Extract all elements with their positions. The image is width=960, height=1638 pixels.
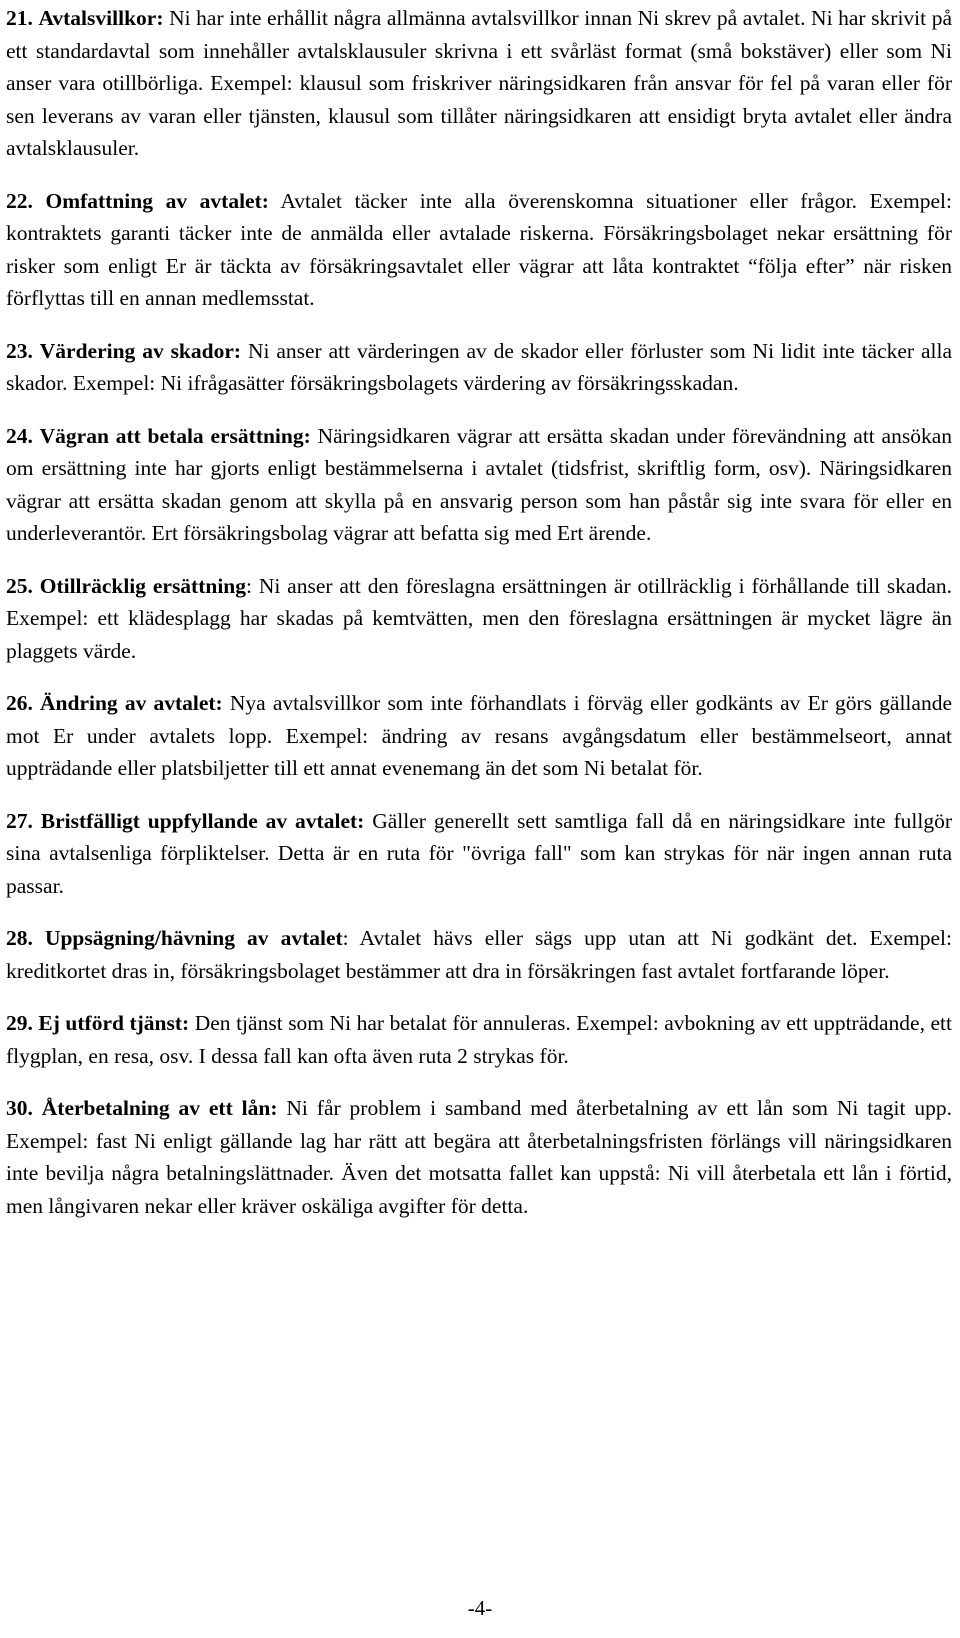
section-heading: Värdering av skador:	[39, 338, 242, 363]
section-heading: Ej utförd tjänst:	[38, 1011, 190, 1035]
section-body: Ni får problem i samband med återbetalning av ett lån som Ni tagit upp. Exempel: fast Ni enligt gällande lag har rätt att begära att återbetalningsfristen förlängs vill näringsidkaren inte bevilja några betalningslättnader. Även det motsatta fallet kan uppstå: Ni vill återbetala ett lån i förtid, men långivaren nekar eller kräver oskäliga avgifter för detta.	[6, 1096, 952, 1218]
section-27	[6, 805, 952, 903]
section-body: Näringsidkaren vägrar att ersätta skadan under förevändning att ansökan om ersättning inte har gjorts enligt bestämmelserna i avtalet (tidsfrist, skriftlig form, osv). Näringsidkaren vägrar att ersätta skadan genom att skylla på en ansvarig person som han påstår sig inte svara för eller en underleverantör. Ert försäkringsbolag vägrar att befatta sig med Ert ärende.	[6, 423, 953, 545]
section-29	[6, 1007, 952, 1072]
section-26	[6, 687, 952, 785]
section-number: 29.	[6, 1011, 33, 1035]
section-heading: Omfattning av avtalet:	[45, 188, 269, 213]
section-body: Den tjänst som Ni har betalat för annuleras. Exempel: avbokning av ett uppträdande, ett flygplan, en resa, osv. I dessa fall kan ofta även ruta 2 strykas för.	[6, 1011, 952, 1068]
section-number: 28.	[6, 926, 33, 950]
section-body: Nya avtalsvillkor som inte förhandlats i förväg eller godkänts av Er görs gällande mot Er under avtalets lopp. Exempel: ändring av resans avgångsdatum eller bestämmelseort, annat uppträdande eller platsbiljetter till ett annat evenemang än det som Ni betalat för.	[6, 691, 952, 780]
section-heading: Återbetalning av ett lån:	[41, 1096, 278, 1120]
section-heading: Otillräcklig ersättning	[39, 573, 247, 598]
section-number: 23.	[6, 338, 33, 363]
section-heading: Ändring av avtalet:	[40, 691, 223, 715]
section-body: Avtalet täcker inte alla överenskomna situationer eller frågor. Exempel: kontraktets garanti täcker inte de anmälda eller avtalade riskerna. Försäkringsbolaget nekar ersättning för risker som enligt Er är täckta av försäkringsavtalet eller vägrar att låta kontraktet “följa efter” när risken förflyttas till en annan medlemsstat.	[6, 188, 952, 310]
page-number: -4-	[467, 1596, 493, 1620]
section-21	[6, 2, 952, 165]
section-heading: Bristfälligt uppfyllande av avtalet:	[40, 808, 365, 833]
section-body: : Ni anser att den föreslagna ersättningen är otillräcklig i förhållande till skadan. Exempel: ett klädesplagg har skadas på kemtvätten, men den föreslagna ersättningen är mycket lägre än plaggets värde.	[6, 573, 952, 663]
section-28	[6, 922, 952, 987]
section-heading: Vägran att betala ersättning:	[39, 423, 311, 448]
section-body: : Avtalet hävs eller sägs upp utan att Ni godkänt det. Exempel: kreditkortet dras in, försäkringsbolaget bestämmer att dra in försäkringen fast avtalet fortfarande löper.	[6, 926, 953, 983]
section-22	[6, 185, 952, 315]
section-body: Ni anser att värderingen av de skador eller förluster som Ni lidit inte täcker alla skador. Exempel: Ni ifrågasätter försäkringsbolagets värdering av försäkringsskadan.	[6, 338, 953, 395]
section-number: 25.	[6, 573, 33, 598]
section-30	[6, 1092, 952, 1222]
section-heading: Uppsägning/hävning av avtalet	[44, 926, 343, 950]
section-23	[6, 335, 952, 400]
section-number: 22.	[6, 188, 33, 213]
section-body: Gäller generellt sett samtliga fall då en näringsidkare inte fullgör sina avtalsenliga förpliktelser. Detta är en ruta för "övriga fall" som kan strykas för när ingen annan ruta passar.	[6, 808, 952, 898]
section-body: Ni har inte erhållit några allmänna avtalsvillkor innan Ni skrev på avtalet. Ni har skrivit på ett standardavtal som innehåller avtalsklausuler skrivna i ett svårläst format (små bokstäver) eller som Ni anser vara otillbörliga. Exempel: klausul som friskriver näringsidkaren från ansvar för fel på varan eller för sen leverans av varan eller tjänsten, klausul som tillåter näringsidkaren att ensidigt bryta avtalet eller ändra avtalsklausuler.	[6, 6, 952, 160]
section-25	[6, 570, 952, 668]
section-number: 27.	[6, 808, 33, 833]
section-number: 24.	[6, 423, 33, 448]
section-24	[6, 420, 952, 550]
section-heading: Avtalsvillkor:	[38, 6, 164, 30]
section-number: 21.	[6, 6, 33, 30]
section-number: 30.	[6, 1096, 33, 1120]
section-number: 26.	[6, 691, 33, 715]
